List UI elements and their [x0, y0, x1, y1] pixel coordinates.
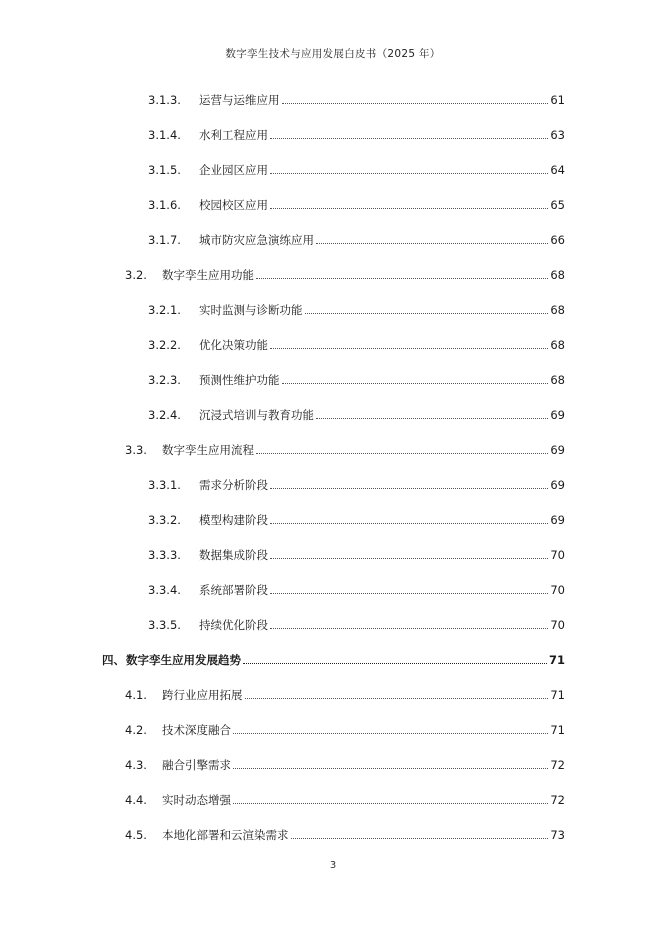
toc-entry[interactable]	[148, 91, 565, 107]
toc-entry-page: 65	[550, 198, 565, 212]
toc-entry[interactable]	[148, 581, 565, 597]
page-number: 3	[329, 860, 337, 871]
toc-entry[interactable]	[125, 266, 565, 282]
toc-entry[interactable]	[148, 476, 565, 492]
toc-entry-title: 数字孪生应用流程	[162, 443, 254, 457]
running-header: 数字孪生技术与应用发展白皮书（2025 年）	[225, 48, 441, 60]
toc-entry-page: 69	[550, 408, 565, 422]
toc-entry-number: 4.3.	[125, 758, 147, 772]
toc-entry-page: 68	[550, 338, 565, 352]
toc-entry-page: 68	[550, 268, 565, 282]
toc-leader-dots	[270, 198, 548, 209]
toc-leader-dots	[270, 338, 548, 349]
toc-leader-dots	[291, 828, 549, 839]
toc-entry[interactable]	[148, 511, 565, 527]
toc-leader-dots	[256, 443, 548, 454]
toc-entry-title: 城市防灾应急演练应用	[199, 233, 314, 247]
toc-leader-dots	[233, 793, 548, 804]
toc-entry-number: 4.2.	[125, 723, 147, 737]
toc-entry-number: 3.3.4.	[148, 583, 181, 597]
toc-entry[interactable]	[148, 231, 565, 247]
toc-entry-number: 3.3.5.	[148, 618, 181, 632]
toc-entry-page: 71	[550, 723, 565, 737]
toc-entry-title: 数字孪生应用发展趋势	[126, 653, 241, 667]
toc-entry[interactable]	[148, 161, 565, 177]
toc-leader-dots	[270, 163, 548, 174]
toc-entry-number: 3.1.7.	[148, 233, 181, 247]
toc-entry[interactable]	[148, 126, 565, 142]
toc-entry-number: 3.2.1.	[148, 303, 181, 317]
toc-entry-page: 63	[550, 128, 565, 142]
toc-entry-title: 水利工程应用	[199, 128, 268, 142]
toc-entry-title: 数字孪生应用功能	[162, 268, 254, 282]
toc-entry-number: 4.5.	[125, 828, 147, 842]
toc-leader-dots	[305, 303, 549, 314]
toc-entry-number: 3.3.2.	[148, 513, 181, 527]
toc-entry-page: 72	[550, 758, 565, 772]
toc-entry-title: 实时监测与诊断功能	[199, 303, 303, 317]
toc-entry-page: 64	[550, 163, 565, 177]
toc-entry-title: 沉浸式培训与教育功能	[199, 408, 314, 422]
toc-entry-page: 70	[550, 548, 565, 562]
toc-entry[interactable]	[125, 441, 565, 457]
toc-entry-number: 3.3.3.	[148, 548, 181, 562]
toc-entry-page: 69	[550, 478, 565, 492]
toc-entry-number: 3.1.3.	[148, 93, 181, 107]
toc-leader-dots	[245, 688, 549, 699]
toc-entry-page: 71	[550, 688, 565, 702]
toc-entry-title: 模型构建阶段	[199, 513, 268, 527]
toc-entry[interactable]	[148, 196, 565, 212]
toc-entry[interactable]	[148, 406, 565, 422]
toc-entry-title: 持续优化阶段	[199, 618, 268, 632]
toc-entry-title: 企业园区应用	[199, 163, 268, 177]
toc-entry-number: 4.4.	[125, 793, 147, 807]
toc-entry-number: 3.2.3.	[148, 373, 181, 387]
toc-entry-title: 需求分析阶段	[199, 478, 268, 492]
toc-entry-number: 四、	[102, 653, 125, 667]
toc-entry-title: 预测性维护功能	[199, 373, 280, 387]
toc-entry-number: 3.1.4.	[148, 128, 181, 142]
toc-entry-title: 系统部署阶段	[199, 583, 268, 597]
toc-entry[interactable]	[125, 826, 565, 842]
toc-entry[interactable]	[148, 371, 565, 387]
toc-leader-dots	[270, 548, 548, 559]
toc-entry-title: 跨行业应用拓展	[162, 688, 243, 702]
toc-leader-dots	[270, 618, 548, 629]
toc-entry-page: 66	[550, 233, 565, 247]
toc-leader-dots	[233, 723, 548, 734]
toc-leader-dots	[282, 373, 549, 384]
toc-entry[interactable]	[125, 686, 565, 702]
toc-entry-title: 技术深度融合	[162, 723, 231, 737]
toc-entry-number: 3.1.6.	[148, 198, 181, 212]
toc-entry[interactable]	[148, 336, 565, 352]
toc-entry-page: 71	[548, 653, 565, 667]
toc-leader-dots	[243, 653, 547, 664]
toc-entry-title: 数据集成阶段	[199, 548, 268, 562]
toc-entry-title: 校园校区应用	[199, 198, 268, 212]
toc-entry-number: 3.1.5.	[148, 163, 181, 177]
toc-leader-dots	[282, 93, 549, 104]
toc-entry[interactable]	[148, 546, 565, 562]
toc-entry-title: 融合引擎需求	[162, 758, 231, 772]
toc-entry-number: 3.3.	[125, 443, 147, 457]
toc-entry-number: 4.1.	[125, 688, 147, 702]
toc-entry-title: 实时动态增强	[162, 793, 231, 807]
toc-leader-dots	[270, 513, 548, 524]
toc-entry-page: 72	[550, 793, 565, 807]
toc-leader-dots	[256, 268, 548, 279]
toc-entry-page: 69	[550, 443, 565, 457]
toc-leader-dots	[233, 758, 548, 769]
toc-leader-dots	[316, 233, 548, 244]
toc-leader-dots	[270, 583, 548, 594]
toc-entry-number: 3.2.2.	[148, 338, 181, 352]
toc-entry-page: 68	[550, 373, 565, 387]
toc-entry-number: 3.2.	[125, 268, 147, 282]
toc-entry[interactable]	[125, 791, 565, 807]
toc-entry-page: 69	[550, 513, 565, 527]
toc-entry-number: 3.3.1.	[148, 478, 181, 492]
toc-entry[interactable]	[125, 756, 565, 772]
toc-entry-page: 68	[550, 303, 565, 317]
toc-entry-page: 61	[550, 93, 565, 107]
toc-leader-dots	[270, 478, 548, 489]
toc-entry[interactable]	[148, 616, 565, 632]
toc-leader-dots	[316, 408, 548, 419]
toc-entry-page: 73	[550, 828, 565, 842]
toc-chapter-entry[interactable]	[102, 651, 565, 667]
toc-entry-title: 本地化部署和云渲染需求	[162, 828, 289, 842]
toc-leader-dots	[270, 128, 548, 139]
toc-entry-number: 3.2.4.	[148, 408, 181, 422]
toc-entry-title: 优化决策功能	[199, 338, 268, 352]
toc-entry[interactable]	[148, 301, 565, 317]
toc-entry-page: 70	[550, 618, 565, 632]
toc-entry[interactable]	[125, 721, 565, 737]
toc-entry-title: 运营与运维应用	[199, 93, 280, 107]
toc-entry-page: 70	[550, 583, 565, 597]
